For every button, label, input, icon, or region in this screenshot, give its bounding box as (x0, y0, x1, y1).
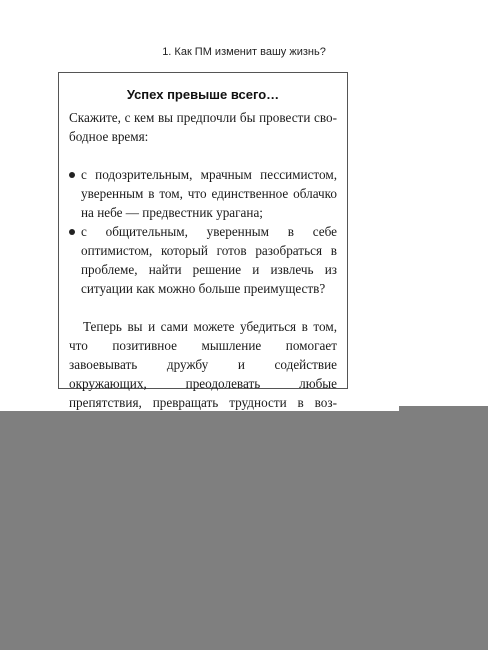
bullet-text: с подозрительным, мрачным пессимистом, уверенным в том, что единственное облачко на небе — предвестник урагана; (81, 167, 337, 220)
gray-bottom-block (0, 411, 488, 650)
list-item (69, 165, 337, 222)
closing-paragraph: Теперь вы и сами можете убедиться в том, что позитивное мышление помогает завоевывать дружбу и содействие окружающих, преодолевать любые препятствия, превращать трудности в воз (69, 319, 337, 410)
sidebar-box (58, 72, 348, 410)
intro-paragraph: Скажите, с кем вы предпочли бы провести свободное время: (69, 110, 337, 144)
running-header: 1. Как ПМ изменит вашу жизнь? (162, 46, 326, 58)
bullet-list (69, 165, 337, 298)
box-title: Успех превыше всего… (126, 87, 280, 102)
bullet-icon (69, 229, 75, 235)
list-item (69, 222, 337, 298)
bullet-text: с общительным, уверенным в себе оптимистом, который готов разобраться в проблеме, найти решение и извлечь из ситуации как можно больше преимуществ? (81, 224, 337, 296)
bullet-icon (69, 172, 75, 178)
